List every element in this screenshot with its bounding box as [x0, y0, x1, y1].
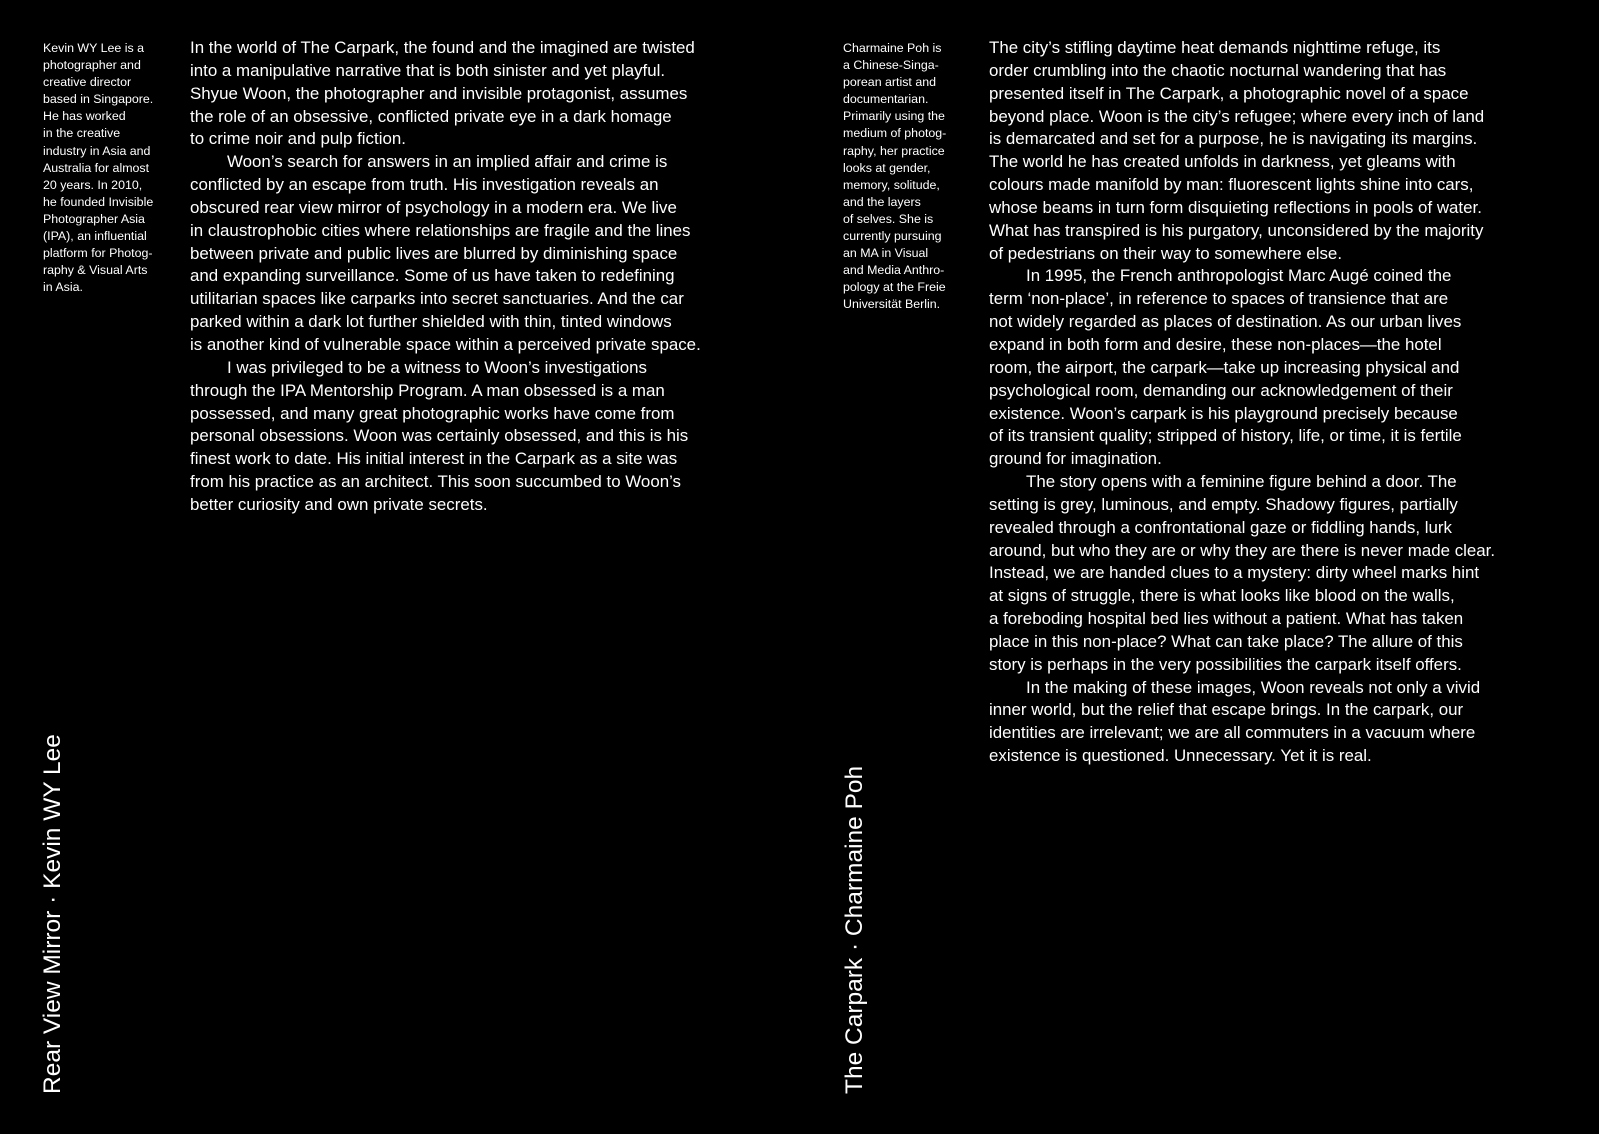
essay-line: finest work to date. His initial interest in the Carpark as a site was	[190, 449, 678, 469]
essay-line: obscured rear view mirror of psychology in a modern era. We live	[190, 197, 677, 217]
essay-line: inner world, but the relief that escape brings. In the carpark, our	[989, 700, 1464, 720]
essay-line: utilitarian spaces like carparks into secret sanctuaries. And the car	[190, 289, 684, 309]
bio-line: of selves. She is	[843, 211, 934, 226]
bio-line: medium of photog-	[843, 126, 947, 141]
essay-line: ground for imagination.	[989, 449, 1162, 469]
bio-line: pology at the Freie	[843, 280, 946, 295]
essay-line: expand in both form and desire, these non-places—the hotel	[989, 334, 1442, 354]
bio-line: Kevin WY Lee is a	[43, 41, 145, 55]
bio-line: an MA in Visual	[843, 246, 929, 261]
bio-line: and the layers	[843, 194, 921, 209]
essay-line: conflicted by an escape from truth. His investigation reveals an	[190, 175, 659, 195]
author-bio-kevin-wy-lee	[43, 40, 153, 296]
essay-line: better curiosity and own private secrets.	[190, 494, 488, 514]
bio-line: Universität Berlin.	[843, 297, 941, 312]
essay-line: place in this non-place? What can take place? The allure of this	[989, 631, 1463, 651]
essay-line: In 1995, the French anthropologist Marc Augé coined the	[1026, 266, 1452, 286]
bio-line: platform for Photog-	[43, 246, 153, 261]
bio-line: photographer and	[43, 58, 141, 73]
spine-title-left	[38, 674, 68, 1094]
essay-line: existence. Woon’s carpark is his playground precisely because	[989, 403, 1458, 423]
essay-line: between private and public lives are blurred by diminishing space	[190, 243, 678, 263]
essay-line: from his practice as an architect. This soon succumbed to Woon’s	[190, 472, 681, 492]
essay-line: presented itself in The Carpark, a photographic novel of a space	[989, 83, 1469, 103]
essay-line: not widely regarded as places of destination. As our urban lives	[989, 312, 1462, 332]
essay-line: parked within a dark lot further shielded with thin, tinted windows	[190, 312, 672, 332]
essay-line: Instead, we are handed clues to a mystery: dirty wheel marks hint	[989, 563, 1480, 583]
bio-line: looks at gender,	[843, 160, 931, 175]
essay-rear-view-mirror	[190, 37, 701, 517]
essay-line: identities are irrelevant; we are all commuters in a vacuum where	[989, 723, 1476, 743]
essay-line: is another kind of vulnerable space within a perceived private space.	[190, 334, 701, 354]
essay-line: I was privileged to be a witness to Woon’s investigations	[227, 357, 647, 377]
essay-line: of pedestrians on their way to somewhere else.	[989, 243, 1343, 263]
essay-line: beyond place. Woon is the city’s refugee; where every inch of land	[989, 106, 1485, 126]
bio-line: a Chinese-Singa-	[843, 58, 939, 73]
essay-line: through the IPA Mentorship Program. A man obsessed is a man	[190, 380, 665, 400]
essay-line: order crumbling into the chaotic nocturnal wandering that has	[989, 60, 1447, 80]
essay-line: in claustrophobic cities where relationships are fragile and the lines	[190, 220, 691, 240]
essay-line: at signs of struggle, there is what looks like blood on the walls,	[989, 586, 1455, 606]
bio-line: porean artist and	[843, 75, 936, 90]
bio-line: raphy, her practice	[843, 143, 945, 158]
essay-line: term ‘non-place’, in reference to spaces of transience that are	[989, 289, 1449, 309]
bio-line: Australia for almost	[43, 160, 150, 175]
spine-title-text: The Carpark · Charmaine Poh	[841, 765, 868, 1094]
essay-line: personal obsessions. Woon was certainly obsessed, and this is his	[190, 426, 689, 446]
spine-title-right	[840, 674, 870, 1094]
bio-line: documentarian.	[843, 92, 929, 107]
bio-line: (IPA), an influential	[43, 229, 147, 244]
essay-line: room, the airport, the carpark—take up increasing physical and	[989, 357, 1460, 377]
bio-line: memory, solitude,	[843, 177, 940, 192]
essay-line: story is perhaps in the very possibilities the carpark itself offers.	[989, 654, 1462, 674]
essay-line: colours made manifold by man: fluorescent lights shine into cars,	[989, 175, 1474, 195]
bio-line: Photographer Asia	[43, 211, 145, 226]
bio-line: in the creative	[43, 126, 121, 141]
bio-line: in Asia.	[43, 280, 83, 295]
essay-line: psychological room, demanding our acknowledgement of their	[989, 380, 1453, 400]
bio-line: He has worked	[43, 109, 126, 124]
essay-line: In the world of The Carpark, the found and the imagined are twisted	[190, 38, 695, 57]
essay-line: of its transient quality; stripped of history, life, or time, it is fertile	[989, 426, 1462, 446]
bio-line: based in Singapore.	[43, 92, 154, 107]
essay-line: possessed, and many great photographic works have come from	[190, 403, 675, 423]
bio-line: and Media Anthro-	[843, 263, 945, 278]
essay-line: What has transpired is his purgatory, unconsidered by the majority	[989, 220, 1484, 240]
essay-line: to crime noir and pulp fiction.	[190, 129, 406, 149]
bio-line: creative director	[43, 75, 132, 90]
essay-line: The story opens with a feminine figure behind a door. The	[1026, 472, 1457, 492]
essay-line: existence is questioned. Unnecessary. Yet it is real.	[989, 746, 1372, 766]
essay-line: Woon’s search for answers in an implied affair and crime is	[227, 152, 668, 172]
essay-line: The city’s stifling daytime heat demands nighttime refuge, its	[989, 38, 1441, 57]
essay-line: the role of an obsessive, conflicted private eye in a dark homage	[190, 106, 672, 126]
essay-line: into a manipulative narrative that is both sinister and yet playful.	[190, 60, 666, 80]
essay-line: In the making of these images, Woon reveals not only a vivid	[1026, 677, 1481, 697]
bio-line: he founded Invisible	[43, 194, 154, 209]
essay-line: is demarcated and set for a purpose, he is navigating its margins.	[989, 129, 1478, 149]
essay-line: whose beams in turn form disquieting reflections in pools of water.	[989, 197, 1482, 217]
essay-line: around, but who they are or why they are there is never made clear.	[989, 540, 1496, 560]
essay-line: The world he has created unfolds in darkness, yet gleams with	[989, 152, 1456, 172]
essay-line: setting is grey, luminous, and empty. Shadowy figures, partially	[989, 494, 1458, 514]
bio-line: industry in Asia and	[43, 143, 151, 158]
essay-line: a foreboding hospital bed lies without a patient. What has taken	[989, 609, 1464, 629]
bio-line: Charmaine Poh is	[843, 41, 942, 55]
bio-line: currently pursuing	[843, 229, 942, 244]
essay-the-carpark	[989, 37, 1495, 768]
essay-line: revealed through a confrontational gaze or fiddling hands, lurk	[989, 517, 1452, 537]
essay-line: Shyue Woon, the photographer and invisible protagonist, assumes	[190, 83, 688, 103]
right-page	[800, 0, 1599, 1134]
bio-line: raphy & Visual Arts	[43, 263, 148, 278]
author-bio-charmaine-poh	[843, 40, 946, 314]
bio-line: 20 years. In 2010,	[43, 177, 143, 192]
bio-line: Primarily using the	[843, 109, 945, 124]
spine-title-text: Rear View Mirror · Kevin WY Lee	[39, 734, 66, 1094]
essay-line: and expanding surveillance. Some of us have taken to redefining	[190, 266, 675, 286]
